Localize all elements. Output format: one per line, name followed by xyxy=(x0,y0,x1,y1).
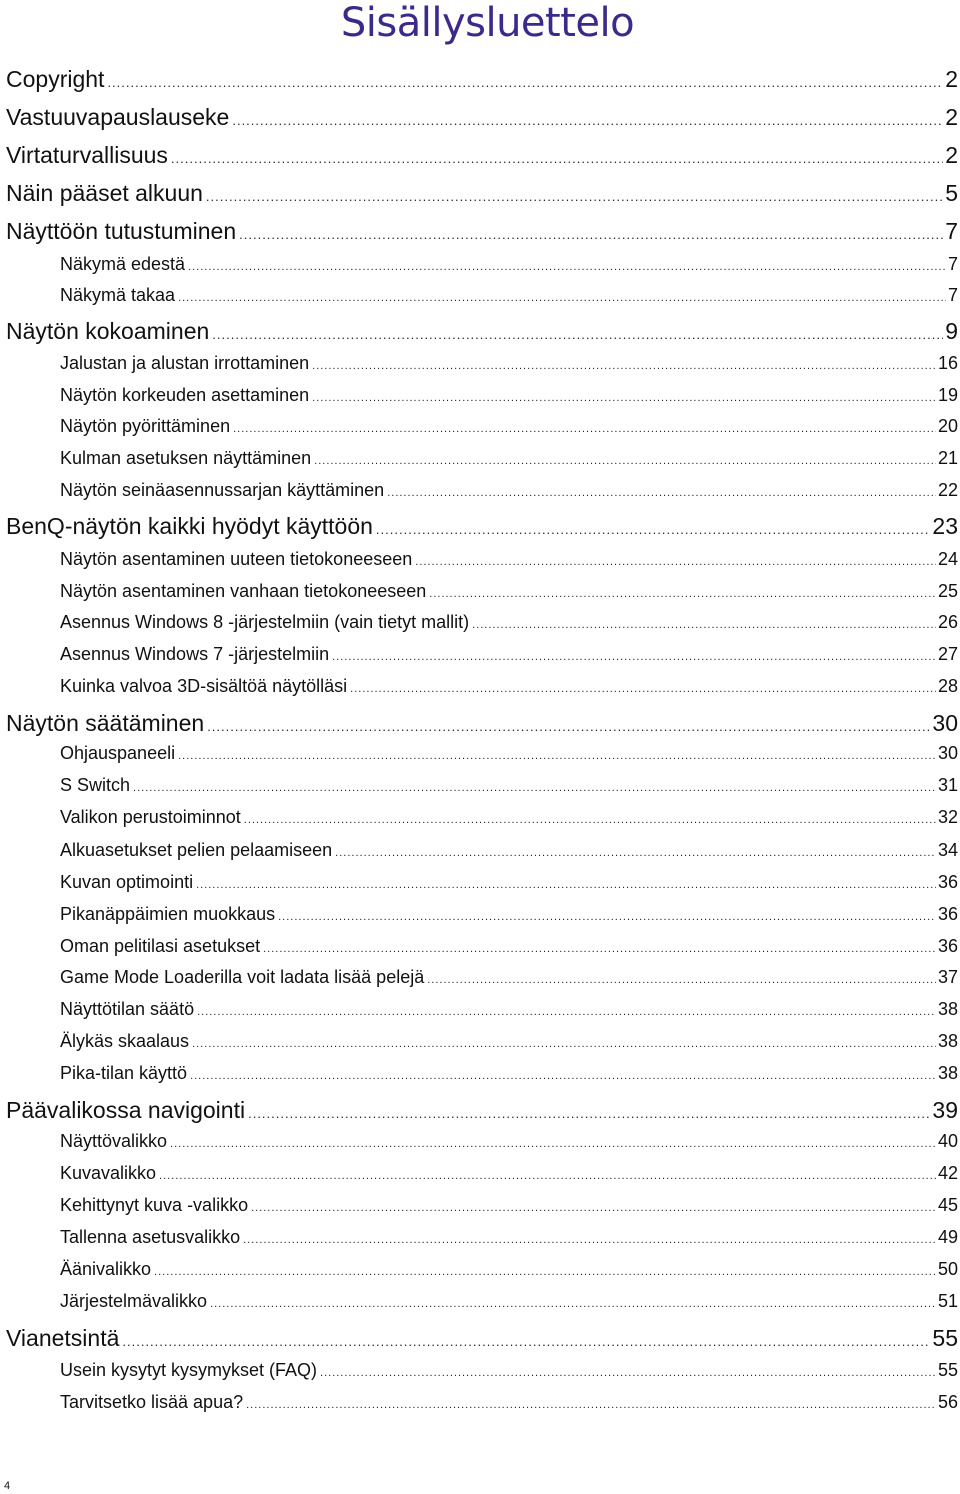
toc-entry-label: Näytön korkeuden asettaminen xyxy=(60,385,310,405)
dot-leader xyxy=(196,879,936,891)
toc-entry-label: BenQ-näytön kaikki hyödyt käyttöön xyxy=(6,513,373,539)
dot-leader xyxy=(154,1266,936,1278)
toc-entry-label: Näytön asentaminen vanhaan tietokoneeseen xyxy=(60,581,427,601)
toc-entry-page: 55 xyxy=(937,1360,958,1380)
toc-chapter-entry[interactable] xyxy=(6,218,958,245)
dot-leader xyxy=(312,360,936,372)
dot-leader xyxy=(244,814,936,826)
dot-leader xyxy=(170,1138,936,1150)
toc-chapter-entry[interactable] xyxy=(6,142,958,169)
toc-chapter-entry[interactable] xyxy=(6,513,958,540)
toc-section-entry[interactable] xyxy=(60,676,958,697)
toc-entry-label: Kuinka valvoa 3D-sisältöä näytölläsi xyxy=(60,676,348,696)
dot-leader xyxy=(332,651,936,663)
toc-entry-page: 38 xyxy=(937,1063,958,1083)
toc-entry-label: S Switch xyxy=(60,775,131,795)
toc-entry-page: 36 xyxy=(937,872,958,892)
toc-section-entry[interactable] xyxy=(60,775,958,796)
toc-entry-page: 38 xyxy=(937,999,958,1019)
toc-section-entry[interactable] xyxy=(60,1259,958,1280)
toc-entry-label: Päävalikossa navigointi xyxy=(6,1097,246,1123)
dot-leader xyxy=(472,619,936,631)
toc-section-entry[interactable] xyxy=(60,967,958,988)
toc-section-entry[interactable] xyxy=(60,1392,958,1413)
toc-entry-label: Ohjauspaneeli xyxy=(60,743,176,763)
dot-leader xyxy=(233,423,936,435)
toc-chapter-entry[interactable] xyxy=(6,66,958,93)
dot-leader xyxy=(376,522,930,537)
toc-entry-page: 34 xyxy=(937,840,958,860)
toc-entry-label: Näytön pyörittäminen xyxy=(60,416,231,436)
toc-entry-page: 26 xyxy=(937,612,958,632)
dot-leader xyxy=(387,487,936,499)
dot-leader xyxy=(239,227,943,242)
toc-section-entry[interactable] xyxy=(60,840,958,861)
toc-entry-label: Asennus Windows 7 -järjestelmiin xyxy=(60,644,330,664)
toc-entry-page: 24 xyxy=(937,549,958,569)
toc-entry-label: Virtaturvallisuus xyxy=(6,142,168,168)
toc-section-entry[interactable] xyxy=(60,416,958,437)
toc-entry-label: Kehittynyt kuva -valikko xyxy=(60,1195,249,1215)
toc-entry-label: Copyright xyxy=(6,66,105,92)
toc-chapter-entry[interactable] xyxy=(6,180,958,207)
toc-entry-page: 37 xyxy=(937,967,958,987)
dot-leader xyxy=(320,1367,936,1379)
dot-leader xyxy=(188,261,946,273)
toc-entry-label: Kuvan optimointi xyxy=(60,872,194,892)
toc-entry-label: Asennus Windows 8 -järjestelmiin (vain tietyt mallit) xyxy=(60,612,470,632)
toc-entry-label: Näyttötilan säätö xyxy=(60,999,195,1019)
toc-entry-page: 30 xyxy=(937,743,958,763)
dot-leader xyxy=(178,292,946,304)
toc-entry-page: 19 xyxy=(937,385,958,405)
toc-entry-label: Alkuasetukset pelien pelaamiseen xyxy=(60,840,333,860)
toc-section-entry[interactable] xyxy=(60,1291,958,1312)
toc-entry-label: Näyttöön tutustuminen xyxy=(6,218,237,244)
dot-leader xyxy=(232,113,943,128)
dot-leader xyxy=(178,750,936,762)
dot-leader xyxy=(206,189,943,204)
toc-section-entry[interactable] xyxy=(60,1063,958,1084)
toc-section-entry[interactable] xyxy=(60,448,958,469)
toc-entry-page: 31 xyxy=(937,775,958,795)
toc-entry-label: Näin pääset alkuun xyxy=(6,180,203,206)
toc-section-entry[interactable] xyxy=(60,581,958,602)
toc-entry-page: 2 xyxy=(945,142,958,168)
toc-entry-page: 42 xyxy=(937,1163,958,1183)
toc-chapter-entry[interactable] xyxy=(6,1097,958,1124)
toc-section-entry[interactable] xyxy=(60,936,958,957)
toc-entry-label: Näkymä takaa xyxy=(60,285,176,305)
toc-entry-label: Näytön seinäasennussarjan käyttäminen xyxy=(60,480,385,500)
toc-entry-label: Game Mode Loaderilla voit ladata lisää pelejä xyxy=(60,967,425,987)
dot-leader xyxy=(210,1298,936,1310)
toc-entry-label: Pikanäppäimien muokkaus xyxy=(60,904,276,924)
toc-entry-page: 50 xyxy=(937,1259,958,1279)
toc-entry-page: 36 xyxy=(937,904,958,924)
toc-section-entry[interactable] xyxy=(60,353,958,374)
dot-leader xyxy=(415,556,936,568)
toc-section-entry[interactable] xyxy=(60,904,958,925)
toc-entry-label: Oman pelitilasi asetukset xyxy=(60,936,261,956)
dot-leader xyxy=(246,1399,936,1411)
dot-leader xyxy=(427,974,936,986)
toc-entry-page: 38 xyxy=(937,1031,958,1051)
toc-section-entry[interactable] xyxy=(60,999,958,1020)
toc-entry-page: 45 xyxy=(937,1195,958,1215)
toc-entry-label: Tarvitsetko lisää apua? xyxy=(60,1392,244,1412)
toc-entry-label: Näytön asentaminen uuteen tietokoneeseen xyxy=(60,549,413,569)
toc-entry-label: Pika-tilan käyttö xyxy=(60,1063,188,1083)
toc-entry-page: 39 xyxy=(932,1097,958,1123)
toc-entry-label: Vastuuvapauslauseke xyxy=(6,104,230,130)
toc-entry-page: 23 xyxy=(932,513,958,539)
toc-entry-label: Näkymä edestä xyxy=(60,254,186,274)
toc-chapter-entry[interactable] xyxy=(6,104,958,131)
dot-leader xyxy=(350,683,936,695)
toc-section-entry[interactable] xyxy=(60,549,958,570)
toc-entry-label: Äänivalikko xyxy=(60,1259,152,1279)
toc-entry-page: 49 xyxy=(937,1227,958,1247)
toc-entry-label: Kulman asetuksen näyttäminen xyxy=(60,448,312,468)
dot-leader xyxy=(248,1106,930,1121)
toc-entry-page: 25 xyxy=(937,581,958,601)
toc-entry-label: Näyttövalikko xyxy=(60,1131,168,1151)
toc-section-entry[interactable] xyxy=(60,385,958,406)
toc-entry-page: 27 xyxy=(937,644,958,664)
toc-entry-page: 30 xyxy=(932,710,958,736)
dot-leader xyxy=(212,327,943,342)
toc-section-entry[interactable] xyxy=(60,1195,958,1216)
toc-entry-page: 2 xyxy=(945,66,958,92)
dot-leader xyxy=(335,847,936,859)
toc-entry-label: Vianetsintä xyxy=(6,1325,120,1351)
toc-entry-page: 16 xyxy=(937,353,958,373)
toc-entry-page: 7 xyxy=(947,254,958,274)
toc-entry-page: 56 xyxy=(937,1392,958,1412)
toc-section-entry[interactable] xyxy=(60,1360,958,1381)
toc-entry-page: 32 xyxy=(937,807,958,827)
toc-entry-label: Tallenna asetusvalikko xyxy=(60,1227,241,1247)
dot-leader xyxy=(190,1070,936,1082)
toc-entry-page: 7 xyxy=(947,285,958,305)
toc-entry-label: Kuvavalikko xyxy=(60,1163,157,1183)
toc-chapter-entry[interactable] xyxy=(6,1325,958,1352)
dot-leader xyxy=(192,1038,936,1050)
toc-entry-page: 51 xyxy=(937,1291,958,1311)
toc-section-entry[interactable] xyxy=(60,743,958,764)
toc-entry-page: 9 xyxy=(945,318,958,344)
dot-leader xyxy=(243,1234,936,1246)
toc-entry-page: 22 xyxy=(937,480,958,500)
toc-entry-label: Järjestelmävalikko xyxy=(60,1291,208,1311)
toc-section-entry[interactable] xyxy=(60,872,958,893)
toc-entry-page: 40 xyxy=(937,1131,958,1151)
dot-leader xyxy=(171,151,943,166)
toc-entry-page: 36 xyxy=(937,936,958,956)
dot-leader xyxy=(278,911,936,923)
dot-leader xyxy=(312,392,936,404)
toc-chapter-entry[interactable] xyxy=(6,710,958,737)
dot-leader xyxy=(133,782,936,794)
dot-leader xyxy=(251,1202,936,1214)
toc-section-entry[interactable] xyxy=(60,1227,958,1248)
toc-section-entry[interactable] xyxy=(60,1031,958,1052)
toc-section-entry[interactable] xyxy=(60,1163,958,1184)
dot-leader xyxy=(429,588,936,600)
dot-leader xyxy=(314,455,936,467)
toc-section-entry[interactable] xyxy=(60,807,958,828)
toc-section-entry[interactable] xyxy=(60,285,958,306)
toc-entry-page: 5 xyxy=(945,180,958,206)
toc-section-entry[interactable] xyxy=(60,480,958,501)
toc-chapter-entry[interactable] xyxy=(6,318,958,345)
toc-entry-label: Näytön säätäminen xyxy=(6,710,205,736)
toc-entry-label: Näytön kokoaminen xyxy=(6,318,210,344)
toc-entry-label: Usein kysytyt kysymykset (FAQ) xyxy=(60,1360,318,1380)
toc-entry-label: Jalustan ja alustan irrottaminen xyxy=(60,353,310,373)
toc-section-entry[interactable] xyxy=(60,254,958,275)
toc-entry-label: Älykäs skaalaus xyxy=(60,1031,190,1051)
toc-entry-page: 28 xyxy=(937,676,958,696)
toc-entry-page: 2 xyxy=(945,104,958,130)
toc-section-entry[interactable] xyxy=(60,612,958,633)
dot-leader xyxy=(159,1170,936,1182)
dot-leader xyxy=(122,1334,930,1349)
toc-entry-page: 20 xyxy=(937,416,958,436)
dot-leader xyxy=(197,1006,936,1018)
toc-entry-page: 21 xyxy=(937,448,958,468)
toc-entry-page: 7 xyxy=(945,218,958,244)
page-title: Sisällysluettelo xyxy=(340,0,635,46)
dot-leader xyxy=(107,75,943,90)
toc-section-entry[interactable] xyxy=(60,1131,958,1152)
dot-leader xyxy=(263,943,936,955)
dot-leader xyxy=(207,719,930,734)
toc-entry-page: 55 xyxy=(932,1325,958,1351)
toc-entry-label: Valikon perustoiminnot xyxy=(60,807,241,827)
toc-section-entry[interactable] xyxy=(60,644,958,665)
page-number: 4 xyxy=(4,1480,11,1492)
